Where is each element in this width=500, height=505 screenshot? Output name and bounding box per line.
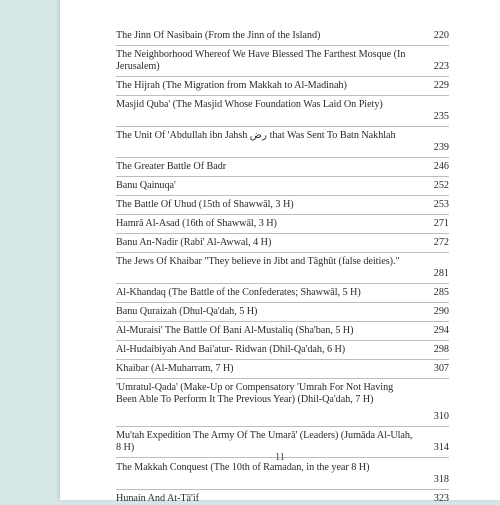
toc-entry-page: 294: [433, 325, 449, 336]
toc-entry-title: The Jinn Of Nasibain (From the Jinn of the Island): [116, 30, 321, 41]
toc-divider: [116, 176, 449, 177]
toc-divider: [116, 233, 449, 234]
toc-divider: [116, 126, 449, 127]
toc-divider: [116, 321, 449, 322]
toc-entry-title: Al-Hudaibiyah And Bai'atur- Ridwan (Dhil-Qa'dah, 6 H): [116, 344, 346, 355]
toc-divider: [116, 283, 449, 284]
toc-divider: [116, 252, 449, 253]
toc-entry-title: The Makkah Conquest (The 10th of Ramadan, in the year 8 H): [116, 462, 370, 473]
toc-divider: [116, 214, 449, 215]
toc-entry-title: Banu Qainuqa': [116, 180, 176, 191]
toc-entry-title: Banu Quraizah (Dhul-Qa'dah, 5 H): [116, 306, 258, 317]
toc-entry-title: The Neighborhood Whereof We Have Blessed The Farthest Mosque (In Jerusalem): [116, 49, 406, 72]
toc-entry-page: 235: [433, 111, 449, 122]
toc-entry-page: 272: [433, 237, 449, 248]
toc-divider: [116, 76, 449, 77]
toc-divider: [116, 426, 449, 427]
toc-entry-title: Hunain And At-Tā'if: [116, 493, 199, 504]
toc-divider: [116, 195, 449, 196]
toc-entry-page: 253: [433, 199, 449, 210]
toc-divider: [116, 45, 449, 46]
toc-entry-title: Al-Khandaq (The Battle of the Confederates; Shawwāl, 5 H): [116, 287, 361, 298]
toc-entry-title: Khaibar (Al-Muharram, 7 H): [116, 363, 234, 374]
toc-entry-page: 252: [433, 180, 449, 191]
book-page: [60, 0, 500, 504]
toc-entry-page: 285: [433, 287, 449, 298]
toc-entry-title: Al-Muraisi' The Battle Of Bani Al-Mustaliq (Sha'ban, 5 H): [116, 325, 354, 336]
toc-entry-title: Hamrā Al-Asad (16th of Shawwāl, 3 H): [116, 218, 277, 229]
toc-entry-page: 290: [433, 306, 449, 317]
toc-divider: [116, 340, 449, 341]
toc-entry-title: The Hijrah (The Migration from Makkah to Al-Madinah): [116, 80, 347, 91]
toc-entry-title: The Greater Battle Of Badr: [116, 161, 227, 172]
toc-divider: [116, 378, 449, 379]
toc-entry-page: 220: [433, 30, 449, 41]
toc-entry-page: 310: [433, 411, 449, 422]
toc-entry-page: 239: [433, 142, 449, 153]
toc-divider: [116, 359, 449, 360]
toc-entry-title: Masjid Quba' (The Masjid Whose Foundation Was Laid On Piety): [116, 99, 383, 110]
toc-entry-title: The Unit Of 'Abdullah ibn Jahsh رض that Was Sent To Batn Nakhlah: [116, 130, 396, 141]
page-number: 11: [275, 452, 285, 463]
toc-entry-page: 271: [433, 218, 449, 229]
toc-entry-title: Mu'tah Expedition The Army Of The Umarā' (Leaders) (Jumāda Al-Ulah, 8 H): [116, 430, 413, 453]
toc-entry-title: The Battle Of Uhud (15th of Shawwāl, 3 H): [116, 199, 294, 210]
toc-entry-page: 323: [433, 493, 449, 504]
toc-entry-title: Banu An-Nadir (Rabi' Al-Awwal, 4 H): [116, 237, 272, 248]
toc-entry-page: 314: [433, 442, 449, 453]
toc-entry-page: 281: [433, 268, 449, 279]
toc-entry-page: 246: [433, 161, 449, 172]
toc-entry-page: 229: [433, 80, 449, 91]
toc-divider: [116, 489, 449, 490]
toc-divider: [116, 302, 449, 303]
toc-entry-page: 307: [433, 363, 449, 374]
toc-entry-page: 223: [433, 61, 449, 72]
toc-entry-title: 'Umratul-Qada' (Make-Up or Compensatory 'Umrah For Not Having Been Able To Perform It The Previous Year) (Dhil-Qa'dah, 7 H): [116, 382, 394, 405]
toc-divider: [116, 157, 449, 158]
toc-entry-title: The Jews Of Khaibar "They believe in Jibt and Tāghūt (false deities).": [116, 256, 400, 267]
toc-entry-page: 298: [433, 344, 449, 355]
toc-divider: [116, 95, 449, 96]
toc-entry-page: 318: [433, 474, 449, 485]
